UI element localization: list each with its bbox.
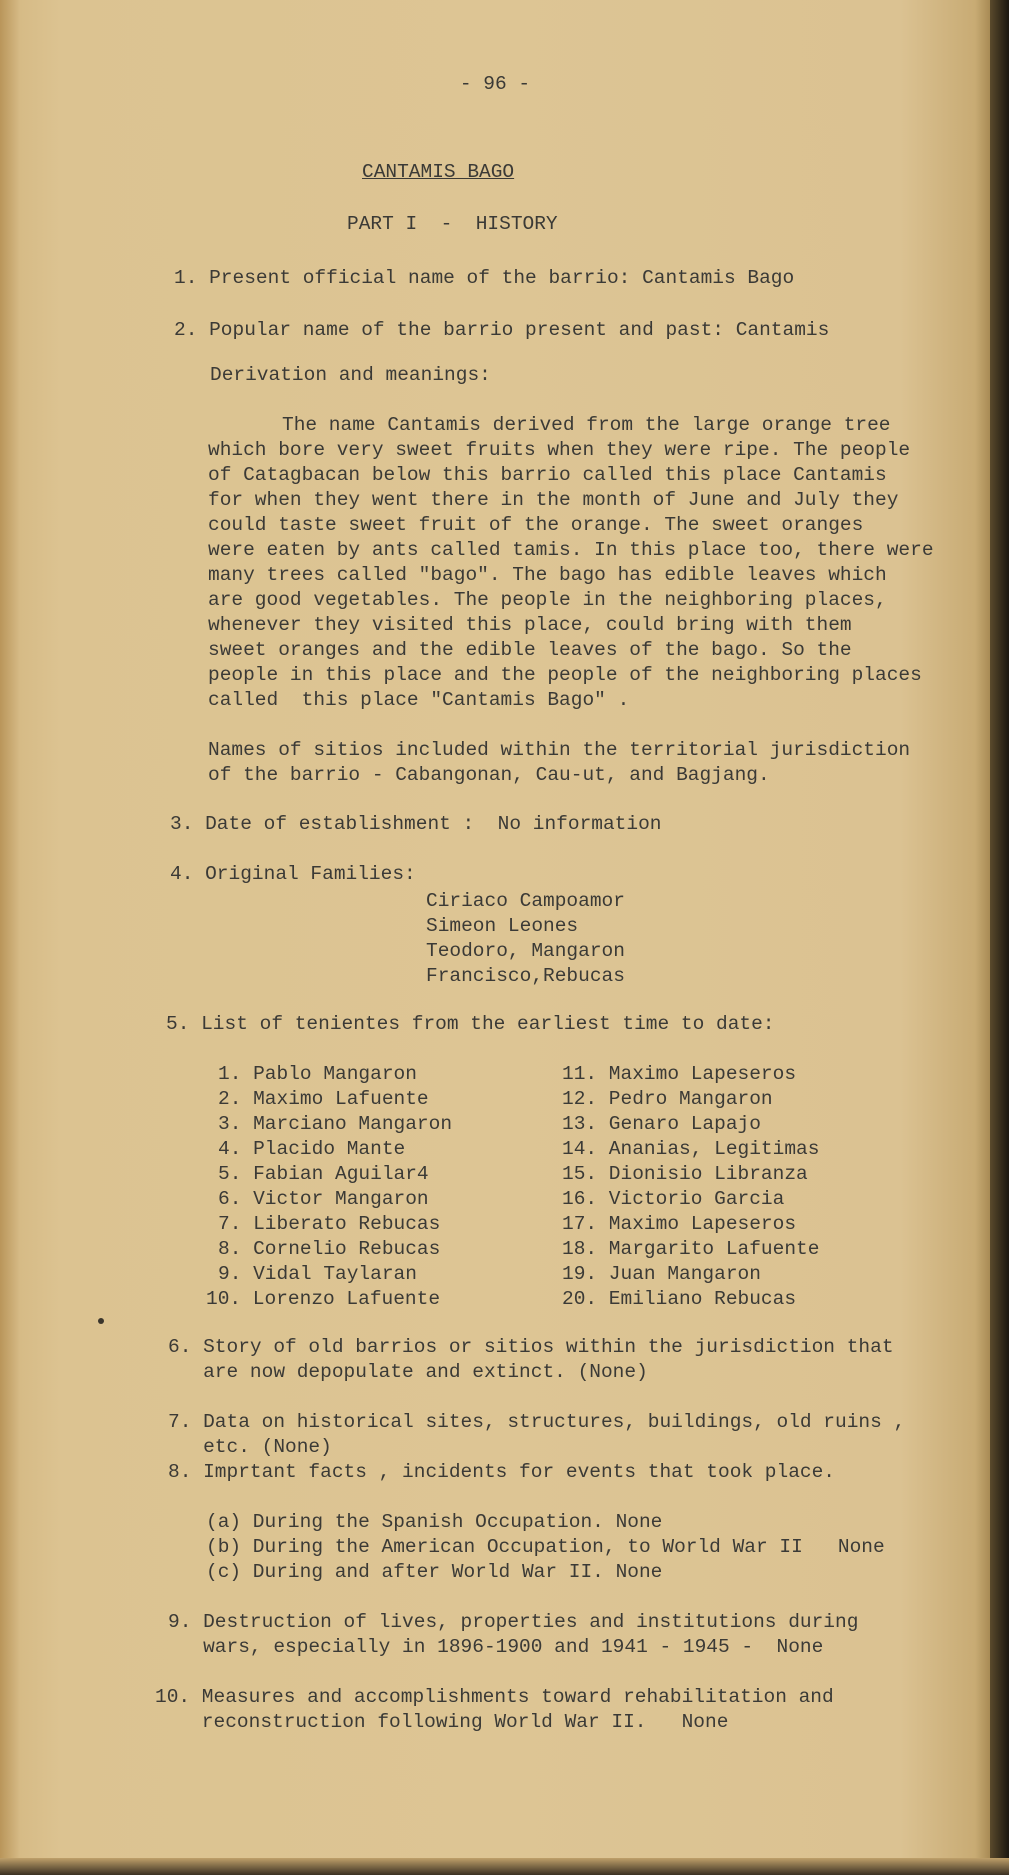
item-8: 8. Imprtant facts , incidents for events that took place. (168, 1461, 836, 1483)
family-name: Simeon Leones (426, 915, 579, 937)
teniente-right: 14. Ananias, Legitimas (562, 1138, 820, 1160)
teniente-left: 2. Maximo Lafuente (218, 1088, 429, 1110)
teniente-right: 17. Maximo Lapeseros (562, 1213, 797, 1235)
derivation-line: could taste sweet fruit of the orange. The sweet oranges (208, 514, 864, 536)
item-7-line: 7. Data on historical sites, structures, buildings, old ruins , (168, 1411, 906, 1433)
item-8-sub: (c) During and after World War II. None (206, 1561, 663, 1583)
teniente-left: 7. Liberato Rebucas (218, 1213, 441, 1235)
derivation-line: people in this place and the people of the neighboring places (208, 664, 922, 686)
item-8-sub: (a) During the Spanish Occupation. None (206, 1511, 663, 1533)
derivation-line: which bore very sweet fruits when they were ripe. The people (208, 439, 911, 461)
teniente-right: 15. Dionisio Libranza (562, 1163, 808, 1185)
teniente-right: 12. Pedro Mangaron (562, 1088, 773, 1110)
item-10-line: 10. Measures and accomplishments toward rehabilitation and (155, 1686, 834, 1708)
teniente-left: 3. Marciano Mangaron (218, 1113, 453, 1135)
barrio-title: CANTAMIS BAGO (362, 161, 515, 183)
item-3: 3. Date of establishment : No information (170, 813, 662, 835)
derivation-line: whenever they visited this place, could bring with them (208, 614, 852, 636)
item-10-line: reconstruction following World War II. None (155, 1711, 729, 1733)
derivation-line: called this place "Cantamis Bago" . (208, 689, 630, 711)
teniente-left: 9. Vidal Taylaran (218, 1263, 417, 1285)
teniente-right: 18. Margarito Lafuente (562, 1238, 820, 1260)
ink-dot (98, 1318, 104, 1324)
part-heading: PART I - HISTORY (347, 213, 558, 235)
family-name: Francisco,Rebucas (426, 965, 625, 987)
teniente-right: 20. Emiliano Rebucas (562, 1288, 797, 1310)
item-6-line: are now depopulate and extinct. (None) (168, 1361, 648, 1383)
item-9-line: wars, especially in 1896-1900 and 1941 - 1945 - None (168, 1636, 824, 1658)
item-2: 2. Popular name of the barrio present and past: Cantamis (174, 319, 830, 341)
derivation-line: are good vegetables. The people in the neighboring places, (208, 589, 887, 611)
teniente-right: 13. Genaro Lapajo (562, 1113, 761, 1135)
item-9-line: 9. Destruction of lives, properties and institutions during (168, 1611, 859, 1633)
teniente-left: 6. Victor Mangaron (218, 1188, 429, 1210)
teniente-left: 4. Placido Mante (218, 1138, 406, 1160)
item-5: 5. List of tenientes from the earliest time to date: (166, 1013, 775, 1035)
derivation-line: The name Cantamis derived from the large orange tree (282, 414, 891, 436)
item-6-line: 6. Story of old barrios or sitios within the jurisdiction that (168, 1336, 894, 1358)
item-1: 1. Present official name of the barrio: Cantamis Bago (174, 267, 795, 289)
item-7-line: etc. (None) (168, 1436, 332, 1458)
derivation-line: of Catagbacan below this barrio called this place Cantamis (208, 464, 887, 486)
teniente-left: 8. Cornelio Rebucas (218, 1238, 441, 1260)
page-bottom-edge (0, 1858, 1009, 1875)
binding-spine (990, 0, 1009, 1875)
item-8-sub: (b) During the American Occupation, to World War II None (206, 1536, 885, 1558)
derivation-line: sweet oranges and the edible leaves of the bago. So the (208, 639, 852, 661)
item-4: 4. Original Families: (170, 863, 416, 885)
sitios-line: of the barrio - Cabangonan, Cau-ut, and Bagjang. (208, 764, 770, 786)
derivation-line: were eaten by ants called tamis. In this place too, there were (208, 539, 934, 561)
derivation-line: for when they went there in the month of June and July they (208, 489, 899, 511)
teniente-left: 10. Lorenzo Lafuente (206, 1288, 441, 1310)
teniente-left: 1. Pablo Mangaron (218, 1063, 417, 1085)
derivation-line: many trees called "bago". The bago has edible leaves which (208, 564, 887, 586)
teniente-left: 5. Fabian Aguilar4 (218, 1163, 429, 1185)
page-number: - 96 - (459, 73, 531, 95)
derivation-label: Derivation and meanings: (210, 364, 491, 386)
sitios-line: Names of sitios included within the territorial jurisdiction (208, 739, 911, 761)
family-name: Teodoro, Mangaron (426, 940, 625, 962)
teniente-right: 16. Victorio Garcia (562, 1188, 785, 1210)
family-name: Ciriaco Campoamor (426, 890, 625, 912)
teniente-right: 11. Maximo Lapeseros (562, 1063, 797, 1085)
teniente-right: 19. Juan Mangaron (562, 1263, 761, 1285)
